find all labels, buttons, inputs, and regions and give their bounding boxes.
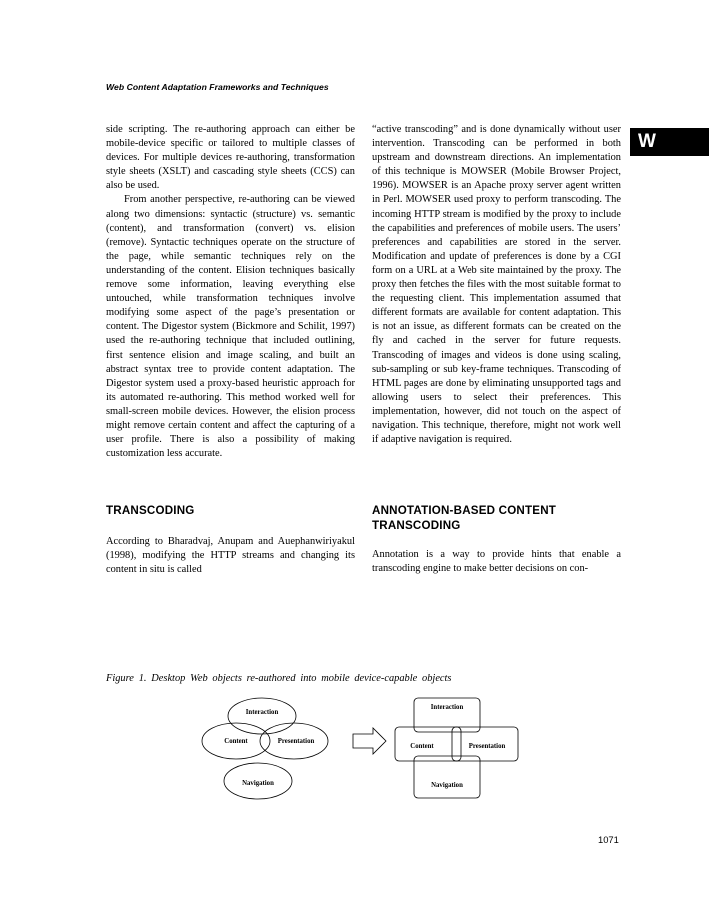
- section-heading-annotation: ANNOTATION-BASED CONTENT TRANSCODING: [372, 504, 557, 532]
- desktop-interaction-label: Interaction: [245, 709, 279, 716]
- section-tab: W: [630, 128, 709, 156]
- right-paragraph-1: “active transcoding” and is done dynamically without user intervention. Transcoding can be performed in both upstream and downstream directions. An implementation of this technique is MOWSER (Mobile Browser Project, 1996). MOWSER is an Apache proxy server agent written in Perl. MOWSER used proxy to perform transcoding. The incoming HTTP stream is modified by the proxy to include the capabilities and preferences of mobile users. The users’ preferences and capabilities are stored in the server. Modification and update of preferences is done by a CGI form on a URL at a Web site maintained by the proxy. The proxy then fetches the files with the most suitable format to the requesting client. This implementation assumed that different formats are available for content adaptation. This is not an issue, as different formats can be created on the fly and cached in the server for future requests. Transcoding of images and videos is done using scaling, sub-sampling or sub key-frame techniques. Transcoding of HTML pages are done by eliminating unsupported tags and allowing users to select their preferences. This implementation, however, did not touch on the aspect of navigation. This technique, therefore, might not work well if adaptive navigation is required.: [372, 124, 621, 446]
- annotation-paragraph: Annotation is a way to provide hints that enable a transcoding engine to make better decisions on con-: [372, 549, 621, 575]
- left-paragraph-1: side scripting. The re-authoring approach can either be mobile-device specific or tailored to multiple classes of devices. For multiple devices re-authoring, transformation style sheets (XSLT) and cascading style sheets (CCS) can also be used.: [106, 124, 355, 192]
- left-paragraph-2: From another perspective, re-authoring can be viewed along two dimensions: syntactic (structure) vs. semantic (content), and transformation (convert) vs. elision (remove). Syntactic techniques operate on the structure of the page, while semantic techniques rely on the understanding of the content. Elision techniques basically remove some information, leaving everything else untouched, while transformation techniques involve modifying some aspect of the page’s presentation or content. The Digestor system (Bickmore and Schilit, 1997) used the re-authoring technique that included outlining, first sentence elision and image scaling, and built an abstract syntax tree to provide content adaptation. The Digestor system used a proxy-based heuristic approach for its automated re-authoring. This method worked well for small-screen mobile devices. However, the elision process might remove certain content and affect the capturing of a user profile. There is also a possibility of making customization less accurate.: [106, 194, 355, 460]
- transcoding-paragraph: According to Bharadvaj, Anupam and Auephanwiriyakul (1998), modifying the HTTP streams and changing its content in situ is called: [106, 536, 355, 576]
- mobile-interaction-label: Interaction: [430, 704, 464, 711]
- desktop-presentation-label: Presentation: [277, 738, 315, 745]
- transform-arrow: [353, 728, 386, 754]
- figure-caption: Figure 1. Desktop Web objects re-authored into mobile device-capable objects: [106, 673, 452, 684]
- mobile-navigation-box: [414, 756, 480, 798]
- page-number: 1071: [598, 834, 619, 845]
- right-column: [372, 123, 621, 447]
- desktop-content-label: Content: [224, 738, 248, 745]
- desktop-interaction-ellipse: [228, 698, 296, 734]
- section-heading-transcoding: TRANSCODING: [106, 504, 195, 517]
- figure-diagram: [190, 690, 530, 810]
- mobile-presentation-label: Presentation: [468, 743, 506, 750]
- mobile-content-label: Content: [410, 743, 434, 750]
- mobile-navigation-label: Navigation: [431, 782, 463, 789]
- desktop-navigation-label: Navigation: [242, 780, 274, 787]
- running-head: Web Content Adaptation Frameworks and Techniques: [106, 82, 329, 92]
- left-column: [106, 123, 355, 461]
